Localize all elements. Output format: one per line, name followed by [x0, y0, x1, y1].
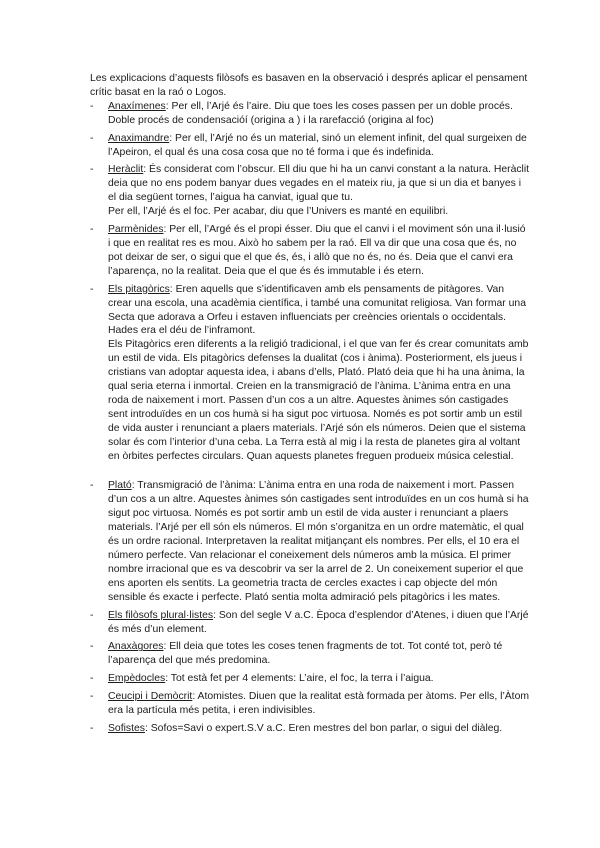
bullet-dash: - — [90, 480, 94, 492]
item-term: Anaximandre — [108, 132, 170, 144]
bullet-dash: - — [90, 673, 94, 685]
item-text: : Son del segle V a.C. Època d’esplendor d’Atenes, i diuen que l’Arjé és més d’un element. — [108, 609, 529, 635]
list-item — [90, 223, 530, 279]
item-term: Heràclit — [108, 164, 144, 176]
item-text: : Per ell, l’Argé és el propi ésser. Diu que el canvi i el moviment són una il·lusió i que en realitat res es mou. Això ho sabem per la raó. Ell va dir que una cosa que és, no pot deixar de ser, o sigui que el que és, és, i allò que no és, no és. Deia que el canvi era l’aparença, no la realitat. Deia que el que és és immutable i és etern. — [108, 224, 526, 277]
list-item — [90, 132, 530, 160]
item-text: Els Pitagòrics eren diferents a la religió tradicional, i el que van fer és crear comunitats amb un estil de vida. Els pitagòrics defenses la dualitat (cos i ànima). Posteriorment, els jueus i cristians van adoptar aquesta idea, i abans d’ells, Plató. Plató deia que hi ha una ànima, la qual seria eterna i inmortal. Creien en la transmigració de l’ànima. L’ànima entra en una roda de naixement i mort. Passen d’un cos a un altre. Aquestes ànimes són castigades sent introduïdes en un cos humà si ha sigut poc virtuosa. Només es pot sortir amb un estil de vida auster i renunciant a plaers materials. l’Arjé són els números. Deien que el sistema solar és com l’interior d’una ceba. La Terra està al mig i la resta de planetes gira al voltant en òrbites perfectes circulars. Quan aquests planetes freguen produeix música celestial. — [108, 339, 529, 462]
item-paragraph — [108, 640, 530, 668]
philosophers-list — [90, 100, 530, 736]
item-paragraph — [108, 283, 530, 339]
list-item — [90, 672, 530, 686]
item-term: Anaxàgores — [108, 641, 164, 653]
item-paragraph — [108, 690, 530, 718]
bullet-dash: - — [90, 283, 94, 295]
item-text: : Sofos=Savi o expert.S.V a.C. Eren mestres del bon parlar, o sigui del diàleg. — [144, 722, 503, 734]
item-term: Sofistes — [108, 722, 145, 734]
bullet-dash: - — [90, 224, 94, 236]
item-text: : Atomistes. Diuen que la realitat està formada per àtoms. Per ells, l’Àtom era la partícula més petita, i eren indivisibles. — [108, 691, 530, 717]
item-continuation-paragraph — [108, 338, 530, 463]
item-term: Anaxímenes — [108, 100, 166, 112]
item-term: Els pitagòrics — [108, 283, 170, 295]
item-paragraph — [108, 132, 530, 160]
bullet-dash: - — [90, 641, 94, 653]
item-term: Empèdocles — [108, 673, 166, 685]
list-item — [90, 479, 530, 604]
item-text: : És considerat com l’obscur. Ell diu que hi ha un canvi constant a la natura. Heràclit deia que no ens podem banyar dues vegades en el mateix riu, ja que si un dia et banyes i el dia següent tornes, l’aigua ha canviat, igual que tu. — [108, 164, 530, 204]
item-continuation-paragraph — [108, 205, 530, 219]
item-paragraph — [108, 672, 530, 686]
list-item — [90, 163, 530, 219]
bullet-dash: - — [90, 609, 94, 621]
list-item — [90, 690, 530, 718]
item-paragraph — [108, 479, 530, 604]
list-item — [90, 100, 530, 128]
item-text: : Per ell, l’Arjé és l’aire. Diu que toes les coses passen per un doble procés. Doble procés de condensacióí (origina a ) i la rarefacció (origina al foc) — [108, 100, 513, 126]
bullet-dash: - — [90, 722, 94, 734]
item-paragraph — [108, 722, 530, 736]
bullet-dash: - — [90, 691, 94, 703]
item-term: Els filòsofs plural·listes — [108, 609, 214, 621]
item-paragraph — [108, 100, 530, 128]
item-term: Parmènides — [108, 224, 164, 236]
item-text: : Tot està fet per 4 elements: L’aire, el foc, la terra i l’aigua. — [165, 673, 434, 685]
item-term: Ceucipi i Demòcrit — [108, 691, 193, 703]
list-item — [90, 283, 530, 464]
document-body — [90, 72, 530, 740]
list-item — [90, 609, 530, 637]
bullet-dash: - — [90, 132, 94, 144]
item-term: Plató — [108, 480, 132, 492]
item-paragraph — [108, 163, 530, 205]
item-text: : Transmigració de l’ànima: L’ànima entra en una roda de naixement i mort. Passen d’un cos a un altre. Aquestes ànimes són castigades sent introduïdes en un cos humà si ha sigut poc virtuosa. Només es pot sortir amb un estil de vida auster i renunciant a plaers materials. l’Arjé per ell són els números. El món s’organitza en un ordre matemàtic, el qual és un ordre racional. Interpretaven la realitat mitjançant els nombres. Per ells, el 10 era el número perfecte. Van relacionar el coneixement dels números amb la música. El primer nombre irracional que es va descobrir va ser la arrel de 2. Un coneixement superior el que ens aporten els sentits. La geometria tracta de cercles exactes i cap objecte del món sensible és exacte i perfecte. Plató sentia molta admiració pels pitagòrics i les mates. — [108, 480, 529, 603]
bullet-dash: - — [90, 100, 94, 112]
item-paragraph — [108, 223, 530, 279]
item-text: Per ell, l’Arjé és el foc. Per acabar, diu que l’Univers es manté en equilibri. — [108, 206, 449, 218]
item-text: : Per ell, l’Arjé no és un material, sinó un element infinit, del qual surgeixen de l’Apeiron, el qual és una cosa cosa que no té forma i que és indefinida. — [108, 132, 527, 158]
list-item — [90, 722, 530, 736]
item-paragraph — [108, 609, 530, 637]
bullet-dash: - — [90, 164, 94, 176]
item-text: : Eren aquells que s’identificaven amb els pensaments de pitàgores. Van crear una escola, una acadèmia científica, i també una comunitat religiosa. Van formar una Secta que adorava a Orfeu i estaven influenciats per creències orientals o occidentals. Hades era el déu de l’inframont. — [108, 283, 526, 337]
intro-paragraph: Les explicacions d’aquests filòsofs es basaven en la observació i després aplicar el pensament crític basat en la raó o Logos. — [90, 73, 528, 98]
item-text: : Ell deia que totes les coses tenen fragments de tot. Tot conté tot, però té l’aparença del que més predomina. — [108, 641, 503, 667]
list-item — [90, 640, 530, 668]
